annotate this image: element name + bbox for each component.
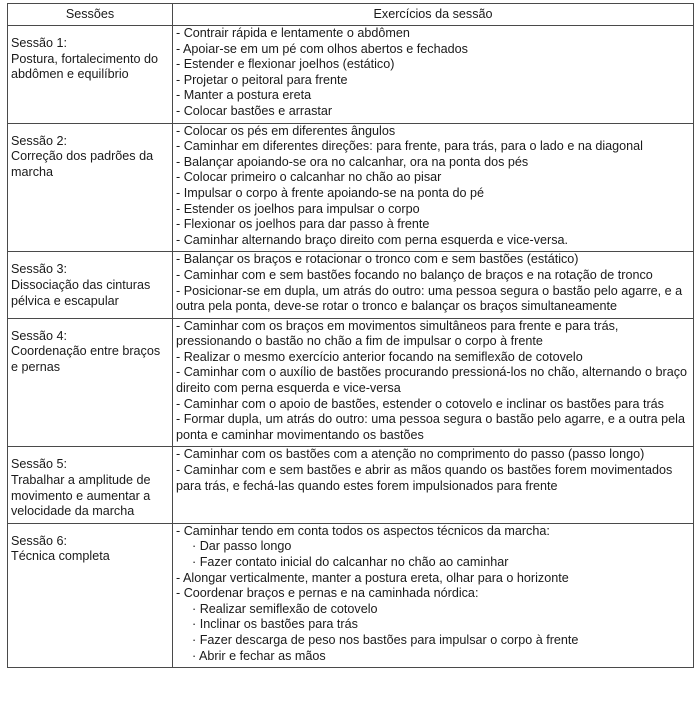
table-row [8,252,694,318]
exercise-subgroup [176,602,690,664]
table-row [8,318,694,447]
exercise-item: - Apoiar-se em um pé com olhos abertos e fechados [176,42,690,58]
exercise-item: - Caminhar com o apoio de bastões, estender o cotovelo e inclinar os bastões para trás [176,397,690,413]
exercises-cell [173,318,694,447]
exercise-list [176,524,690,664]
session-cell [8,447,173,523]
exercise-item: - Caminhar com o auxílio de bastões procurando pressioná-los no chão, alternando o braço direito com perna esquerda e vice-versa [176,365,690,396]
exercise-subitem: · Realizar semiflexão de cotovelo [176,602,690,618]
exercise-item: - Caminhar com os bastões com a atenção no comprimento do passo (passo longo) [176,447,690,463]
exercise-item: - Caminhar com os braços em movimentos simultâneos para frente e para trás, pressionando o bastão no chão a fim de impulsar o corpo à frente [176,319,690,350]
exercise-item: - Formar dupla, um atrás do outro: uma pessoa segura o bastão pelo agarre, e a outra pela ponta e caminhar movimentando os bastões [176,412,690,443]
exercise-item: - Alongar verticalmente, manter a postura ereta, olhar para o horizonte [176,571,690,587]
session-title: Sessão 3: [11,262,68,277]
session-description: Trabalhar a amplitude de movimento e aumentar a velocidade da marcha [11,473,151,519]
session-title: Sessão 2: [11,133,68,148]
exercises-cell [173,123,694,252]
exercise-item: - Estender os joelhos para impulsar o corpo [176,202,690,218]
exercises-cell [173,26,694,124]
exercises-cell [173,252,694,318]
exercise-list [176,26,690,120]
header-sessions: Sessões [8,4,173,26]
exercise-item: - Estender e flexionar joelhos (estático) [176,57,690,73]
exercise-item: - Flexionar os joelhos para dar passo à frente [176,217,690,233]
exercise-subitem: · Fazer descarga de peso nos bastões para impulsar o corpo à frente [176,633,690,649]
exercise-subitem: · Fazer contato inicial do calcanhar no chão ao caminhar [176,555,690,571]
session-cell [8,523,173,667]
exercise-item: - Caminhar em diferentes direções: para frente, para trás, para o lado e na diagonal [176,139,690,155]
exercise-list [176,124,690,249]
session-description: Postura, fortalecimento do abdômen e equilíbrio [11,51,159,82]
exercise-item: - Colocar primeiro o calcanhar no chão ao pisar [176,170,690,186]
session-title: Sessão 6: [11,533,68,548]
exercise-list [176,252,690,314]
session-description: Correção dos padrões da marcha [11,149,154,179]
exercise-list [176,319,690,444]
exercise-subitem: · Inclinar os bastões para trás [176,617,690,633]
exercise-item: - Caminhar com e sem bastões focando no balanço de braços e na rotação de tronco [176,268,690,284]
table-row [8,26,694,124]
exercise-item: - Caminhar alternando braço direito com perna esquerda e vice-versa. [176,233,690,249]
exercise-item: - Impulsar o corpo à frente apoiando-se na ponta do pé [176,186,690,202]
session-title: Sessão 4: [11,328,68,343]
exercise-item: - Projetar o peitoral para frente [176,73,690,89]
session-title: Sessão 5: [11,457,68,472]
exercise-subitem: · Dar passo longo [176,539,690,555]
session-cell [8,318,173,447]
header-row [8,4,694,26]
exercise-item: - Balançar apoiando-se ora no calcanhar, ora na ponta dos pés [176,155,690,171]
exercise-item: - Posicionar-se em dupla, um atrás do outro: uma pessoa segura o bastão pelo agarre, e a outra pela ponta, deve-se rotar o tronco e balançar os braços simultaneamente [176,284,690,315]
exercise-item: - Colocar bastões e arrastar [176,104,690,120]
session-title: Sessão 1: [11,36,68,50]
session-cell [8,252,173,318]
exercise-sublist [176,602,690,664]
exercise-subgroup [176,539,690,570]
session-cell [8,123,173,252]
table-row [8,123,694,252]
exercise-sublist [176,539,690,570]
exercise-item: - Colocar os pés em diferentes ângulos [176,124,690,140]
session-description: Coordenação entre braços e pernas [11,344,161,374]
exercises-cell [173,523,694,667]
exercise-item: - Coordenar braços e pernas e na caminhada nórdica: [176,586,690,602]
sessions-table [7,3,694,668]
session-cell [8,26,173,124]
exercise-item: - Contrair rápida e lentamente o abdômen [176,26,690,42]
table-row [8,523,694,667]
exercises-cell [173,447,694,523]
session-description: Técnica completa [11,549,110,564]
exercise-item: - Caminhar com e sem bastões e abrir as mãos quando os bastões forem movimentados para trás, e fechá-las quando estes forem impulsionados para frente [176,463,690,494]
exercise-item: - Manter a postura ereta [176,88,690,104]
exercise-item: - Realizar o mesmo exercício anterior focando na semiflexão de cotovelo [176,350,690,366]
exercise-subitem: · Abrir e fechar as mãos [176,649,690,665]
exercise-item: - Caminhar tendo em conta todos os aspectos técnicos da marcha: [176,524,690,540]
header-exercises: Exercícios da sessão [173,4,694,26]
table-row [8,447,694,523]
session-description: Dissociação das cinturas pélvica e escapular [11,277,151,308]
exercise-list [176,447,690,494]
exercise-item: - Balançar os braços e rotacionar o tronco com e sem bastões (estático) [176,252,690,268]
